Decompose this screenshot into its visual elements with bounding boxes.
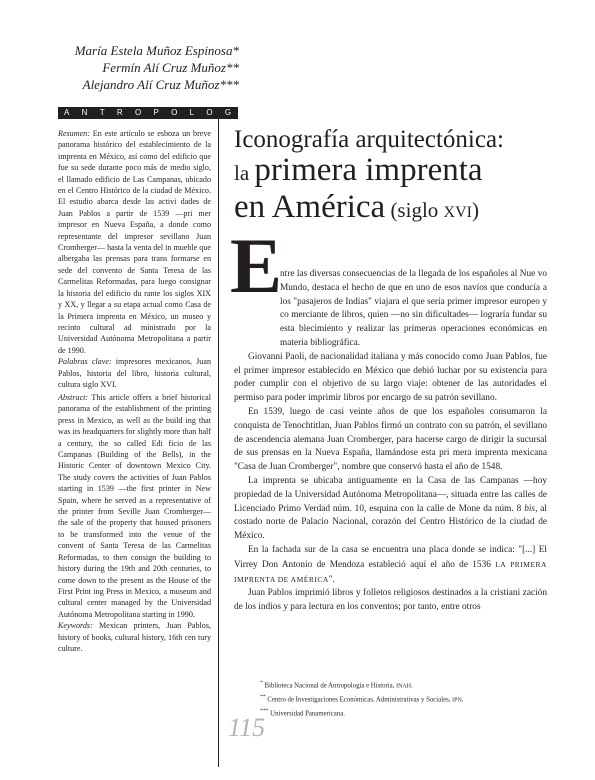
page-number: 115 xyxy=(228,713,266,742)
paragraph: Juan Pablos imprimió libros y folletos religiosos destinados a la cristiani zación de los indios y para lectura en los conventos; por tanto, entre otros xyxy=(234,588,547,613)
title-main-2: en América xyxy=(234,189,386,225)
footnote xyxy=(260,706,464,720)
footnote-mark: *** xyxy=(260,707,269,714)
abstract-text: This article offers a brief historical panorama of the establishment of the printing press in Mexico, as well as the build ing that was its headquarters for slightly more than half a century, the so called Edi ficio de las Campanas (Building of the Bells), in the Historic Center of downtown Mexico City. The study covers the activities of Juan Pablos starting in 1539 —the first printer in New Spain, where he served as a representative of the printer from Seville Juan Cromberger— the sale of the property that housed prisoners to be transformed into the venue of the convent of Santa Teresa de las Carmelitas Reformadas, to then consign the building to history during the 19th and 20th centuries, to come down to the present as the House of the First Print ing Press in Mexico, a museum and cultural center managed by the Universidad Autónoma Metropolitana starting in 1990. xyxy=(58,393,211,619)
footnote-text: Biblioteca Nacional de Antropología e Historia, xyxy=(262,682,397,690)
drop-cap: E xyxy=(230,222,283,309)
footnotes xyxy=(260,678,464,719)
paragraph xyxy=(234,544,547,587)
resumen-text: En este artículo se esboza un breve panorama histórico del establecimiento de la imprenta en México, así como del edificio que fue su sede durante poco más de medio siglo, el llamado edificio de Las Campanas, ubicado en el Centro Histórico de la ciudad de México. El estudio abarca desde las activi dades de Juan Pablos a partir de 1539 —pri mer impresor en Nueva España, a donde como representante del impresor sevillano Juan Cromberger— hasta la venta del in mueble que albergaba las prensas para trans formarse en sede del convento de Santa Teresa de las Carmelitas Reformadas, para luego consignar la historia del edificio du rante los siglos XIX y XX, y llegar a su etapa actual como Casa de la Primera imprenta en México, un museo y recinto cultural ad ministrado por la Universidad Autónoma Metropolitana a partir de 1990. xyxy=(58,129,211,355)
title-article: la xyxy=(234,161,255,185)
paragraph-text: , al costado norte de Palacio Nacional, corazón del Centro Histórico de la ciudad de México. xyxy=(234,503,548,542)
paragraph: Giovanni Paoli, de nacionalidad italiana y más conocido como Juan Pablos, fue el primer impresor establecido en México que debió luchar por su existencia para poder cumplir con el objetivo de su largo viaje: obtener de las autoridades el permiso para poder imprimir libros por encargo de su patrón sevillano. xyxy=(234,351,547,404)
article-body xyxy=(234,268,547,615)
footnote-acronym: INAH xyxy=(396,683,412,690)
footnote xyxy=(260,692,464,706)
keywords-label-en: Keywords: xyxy=(58,621,93,631)
footnote-acronym: IPN xyxy=(452,697,462,704)
title-main: primera imprenta xyxy=(254,152,483,188)
abstract-label: Abstract: xyxy=(58,393,89,402)
paragraph-text: La imprenta se ubicaba antiguamente en la Casa de las Campanas —hoy propiedad de la Universidad Autónoma Metropolitana—, situada entre las calles de Licenciado Primo Verdad núm. 10, esquina con la calle de Mone da núm. 8 xyxy=(234,475,547,514)
footnote-end: . xyxy=(411,682,413,690)
paragraph xyxy=(234,475,547,544)
author-name: María Estela Muñoz Espinosa* xyxy=(74,43,239,58)
title-century: (siglo xyxy=(385,198,444,222)
footnote-text: Centro de Investigaciones Económicas, Administrativas y Sociales, xyxy=(265,696,453,704)
paragraph: ntre las diversas consecuencias de la llegada de los españoles al Nue vo Mundo, destaca el hecho de que en uno de esos navíos que conducía a los "pasajeros de Indias" viajara el que sería primer impresor europeo y co merciante de libros, quien —no sin dificultades— lograría fundar su esta blecimiento y realizar las primeras operaciones económicas en materia bibliográfica. xyxy=(280,269,547,348)
paragraph-italic: bis xyxy=(524,503,536,514)
title-roman: XVI xyxy=(443,204,472,221)
author-name: Fermín Alí Cruz Muñoz** xyxy=(102,60,239,75)
title-line-2 xyxy=(234,154,504,189)
paragraph-text: En la fachada sur de la casa se encuentra una placa donde se indica: "[...] El Virrey Don Antonio de Mendoza estableció aquí el año de 1536 xyxy=(234,544,547,570)
author-list xyxy=(75,42,239,93)
article-title xyxy=(234,126,504,231)
footnote-mark: * xyxy=(260,680,263,686)
abstract-block xyxy=(58,392,211,654)
column-divider xyxy=(218,119,219,767)
footnote-text: Universidad Panamericana. xyxy=(268,709,345,717)
footnote xyxy=(260,678,464,692)
keywords-en: Mexican printers, Juan Pablos, history of books, cultural history, 16th cen tury culture. xyxy=(58,621,211,653)
footnote-end: . xyxy=(461,696,464,704)
resumen-label: Resumen: xyxy=(58,129,90,138)
section-band: ANTROPOLOGIA xyxy=(58,107,238,119)
paragraph-text: ". xyxy=(328,574,335,585)
footnote-mark: ** xyxy=(260,693,266,700)
keywords-label-es: Palabras clave: xyxy=(58,357,112,367)
plaque-quote: LA PRIMERA IMPRENTA DE AMÉRICA xyxy=(234,559,547,584)
title-paren: ) xyxy=(471,198,479,222)
author-name: Alejandro Alí Cruz Muñoz*** xyxy=(82,77,239,92)
title-line-1: Iconografía arquitectónica: xyxy=(234,126,504,153)
resumen-block xyxy=(58,128,211,390)
paragraph: En 1539, luego de casi veinte años de que los españoles consumaron la conquista de Tenochtitlan, Juan Pablos firmó un contrato con su patrón, el sevillano de ascendencia alemana Juan Cromberger, para hacerse cargo de dirigir la sucursal de sus prensas en la Nueva España, llamándose esta pri mera imprenta mexicana "Casa de Juan Cromberger", nombre que conservó hasta el año de 1548. xyxy=(234,406,547,473)
keywords-es: impresores mexicanos, Juan Pablos, historia del libro, historia cultural, cultura siglo XVI. xyxy=(58,357,211,389)
